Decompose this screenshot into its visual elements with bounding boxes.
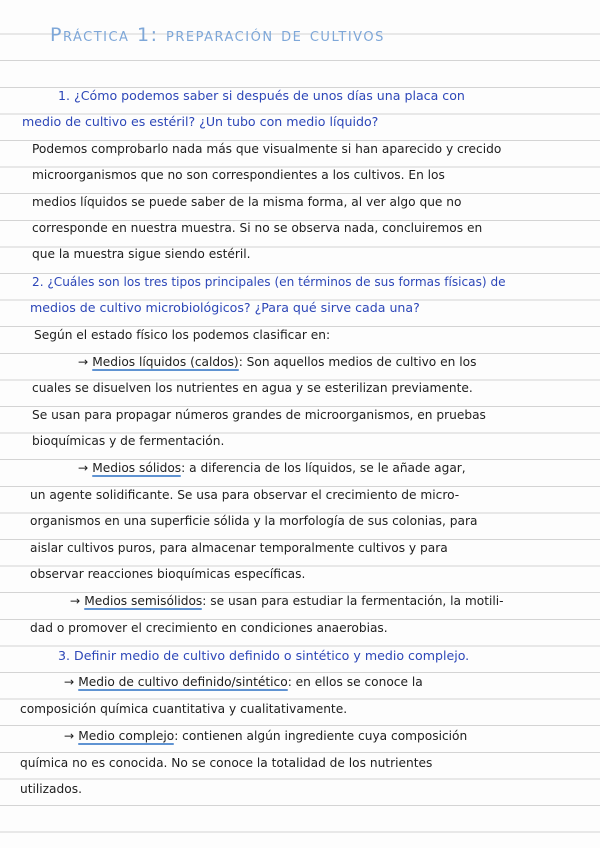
question-3: 3. Definir medio de cultivo definido o sintético y medio complejo. <box>58 648 470 663</box>
answer-1-line: Podemos comprobarlo nada más que visualmente si han aparecido y crecido <box>32 142 502 156</box>
solid-media-term: Medios sólidos <box>92 461 182 475</box>
arrow-icon: → <box>78 355 89 369</box>
liquid-media-line: Se usan para propagar números grandes de microorganismos, en pruebas <box>32 408 486 422</box>
complex-medium-line: química no es conocida. No se conoce la totalidad de los nutrientes <box>20 756 433 770</box>
page-title: Práctica 1: preparación de cultivos <box>50 24 385 46</box>
solid-media-line: organismos en una superficie sólida y la morfología de sus colonias, para <box>30 514 478 528</box>
defined-medium-line: composición química cuantitativa y cualitativamente. <box>20 702 348 716</box>
solid-media-definition-start: : a diferencia de los líquidos, se le añade agar, <box>181 461 466 475</box>
defined-medium-term: Medio de cultivo definido/sintético <box>78 675 288 689</box>
answer-2-intro: Según el estado físico los podemos clasificar en: <box>34 328 331 342</box>
question-2-line-2: medios de cultivo microbiológicos? ¿Para qué sirve cada una? <box>30 300 420 315</box>
arrow-icon: → <box>64 675 75 689</box>
semisolid-media-definition-start: : se usan para estudiar la fermentación, la motili- <box>202 594 504 608</box>
complex-medium-definition-start: : contienen algún ingrediente cuya composición <box>174 729 468 743</box>
arrow-icon: → <box>78 461 89 475</box>
solid-media-line: observar reacciones bioquímicas específicas. <box>30 567 306 581</box>
liquid-media-line: cuales se disuelven los nutrientes en agua y se esterilizan previamente. <box>32 381 473 395</box>
question-1-line-1: 1. ¿Cómo podemos saber si después de unos días una placa con <box>58 88 465 103</box>
question-2-line-1: 2. ¿Cuáles son los tres tipos principales (en términos de sus formas físicas) de <box>32 275 506 289</box>
question-1-line-2: medio de cultivo es estéril? ¿Un tubo con medio líquido? <box>22 114 379 129</box>
liquid-media-heading <box>78 352 476 372</box>
liquid-media-term: Medios líquidos (caldos) <box>92 355 239 369</box>
answer-1-line: que la muestra sigue siendo estéril. <box>32 247 251 261</box>
solid-media-line: un agente solidificante. Se usa para observar el crecimiento de micro- <box>30 488 460 502</box>
solid-media-heading <box>78 458 466 478</box>
answer-1-line: microorganismos que no son correspondientes a los cultivos. En los <box>32 168 445 182</box>
defined-medium-definition-start: : en ellos se conoce la <box>287 675 423 689</box>
liquid-media-definition-start: : Son aquellos medios de cultivo en los <box>238 355 477 369</box>
arrow-icon: → <box>70 594 81 608</box>
semisolid-media-line: dad o promover el crecimiento en condiciones anaerobias. <box>30 621 388 635</box>
complex-medium-line: utilizados. <box>20 782 82 796</box>
complex-medium-heading <box>64 726 467 746</box>
solid-media-line: aislar cultivos puros, para almacenar temporalmente cultivos y para <box>30 541 448 555</box>
answer-1-line: corresponde en nuestra muestra. Si no se observa nada, concluiremos en <box>32 221 483 235</box>
defined-medium-heading <box>64 672 423 692</box>
answer-1-line: medios líquidos se puede saber de la misma forma, al ver algo que no <box>32 195 462 209</box>
complex-medium-term: Medio complejo <box>78 729 175 743</box>
semisolid-media-heading <box>70 591 504 611</box>
semisolid-media-term: Medios semisólidos <box>84 594 203 608</box>
arrow-icon: → <box>64 729 75 743</box>
liquid-media-line: bioquímicas y de fermentación. <box>32 434 225 448</box>
